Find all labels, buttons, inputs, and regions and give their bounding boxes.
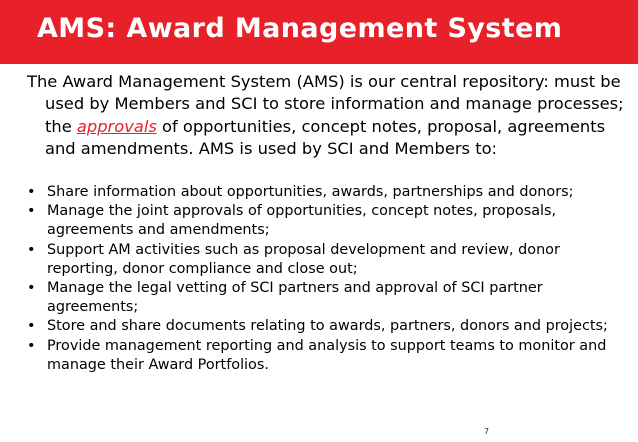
bullet-item-store-documents — [25, 317, 610, 336]
bullet-text: Manage the joint approvals of opportunities, concept notes, proposals, agreements and amendments; — [47, 203, 557, 239]
bullet-marker: • — [27, 184, 36, 200]
bullet-text: Store and share documents relating to awards, partners, donors and projects; — [47, 318, 608, 335]
page-number: 7 — [484, 427, 490, 436]
bullet-item-management-reporting — [25, 337, 610, 375]
bullet-text: Provide management reporting and analysis to support teams to monitor and manage their Award Portfolios. — [47, 337, 607, 373]
intro-paragraph — [27, 71, 632, 161]
bullet-marker: • — [27, 318, 36, 335]
bullet-text: Support AM activities such as proposal development and review, donor reporting, donor compliance and close out; — [47, 241, 560, 277]
approvals-keyword: approvals — [76, 116, 157, 136]
slide-title: AMS: Award Management System — [37, 13, 563, 44]
bullet-list — [25, 183, 610, 375]
bullet-marker: • — [27, 203, 36, 220]
bullet-text: Share information about opportunities, awards, partnerships and donors; — [47, 184, 574, 200]
bullet-marker: • — [27, 337, 36, 354]
bullet-marker: • — [27, 280, 36, 297]
bullet-item-share-information — [25, 183, 610, 202]
intro-text-before: The Award Management System (AMS) is our central repository: must be used by Members and SCI to store information and manage processes; the — [27, 72, 624, 136]
bullet-text: Manage the legal vetting of SCI partners and approval of SCI partner agreements; — [47, 280, 543, 316]
intro-text-after: of opportunities, concept notes, proposal, agreements and amendments. AMS is used by SCI and Members to: — [45, 116, 606, 159]
title-bar — [0, 0, 638, 64]
bullet-marker: • — [27, 241, 36, 258]
bullet-item-support-am — [25, 241, 610, 279]
bullet-item-joint-approvals — [25, 202, 610, 240]
bullet-item-legal-vetting — [25, 279, 610, 317]
